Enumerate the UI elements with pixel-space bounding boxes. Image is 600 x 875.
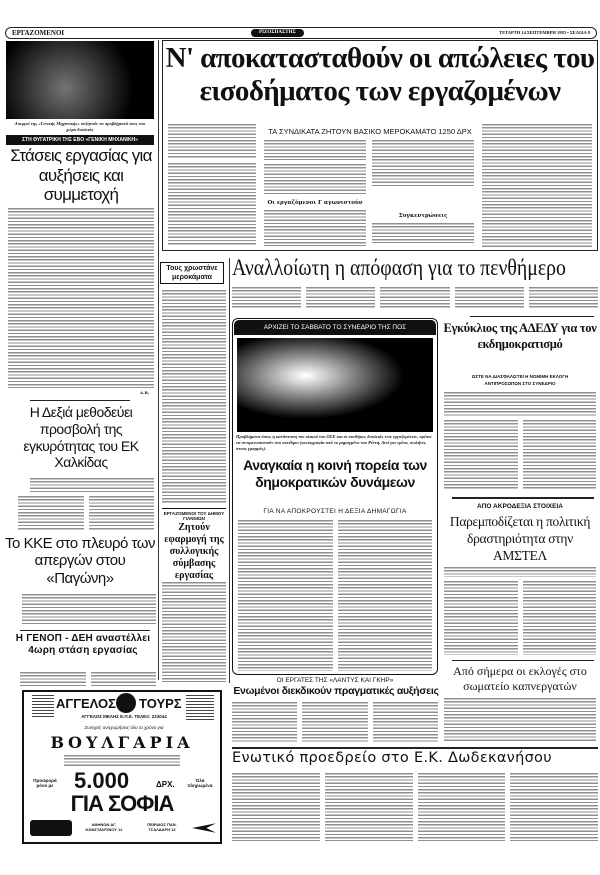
body-text bbox=[22, 594, 156, 624]
story-kicker: ΑΠΟ ΑΚΡΟΔΕΞΙΑ ΣΤΟΙΧΕΙΑ bbox=[442, 503, 598, 510]
column-divider bbox=[229, 258, 230, 683]
ad-fine-print bbox=[32, 695, 54, 717]
ad-piraeus: ΠΕΙΡΑΙΩΣ ΠΑΝ. ΤΣΑΛΔΑΡΗ 12 bbox=[147, 822, 177, 832]
masthead bbox=[5, 27, 597, 39]
body-text bbox=[444, 392, 596, 416]
box-label: Τους χρωστάνε μεροκάματα bbox=[160, 262, 224, 284]
ad-destination: ΒΟΥΛΓΑΡΙΑ bbox=[50, 733, 194, 752]
ad-all-paid: Όλα πληρωμένα bbox=[187, 778, 213, 788]
strike-photo bbox=[6, 41, 154, 119]
body-text bbox=[168, 124, 256, 158]
body-text bbox=[168, 163, 256, 245]
story-headline: Ενωμένοι διεκδικούν πραγματικές αυξήσεις bbox=[230, 686, 442, 697]
ad-tagline: Συνεχείς αναχωρήσεις όλο το χρόνο για bbox=[84, 725, 164, 730]
body-text bbox=[264, 164, 366, 196]
ad-offer-label: Προσφορά μόνο με bbox=[33, 778, 57, 788]
pos-banner: ΑΡΧΙΖΕΙ ΤΟ ΣΑΒΒΑΤΟ ΤΟ ΣΥΝΕΔΡΙΟ ΤΗΣ ΠΟΣ bbox=[234, 320, 436, 335]
body-text bbox=[8, 208, 154, 388]
photo-caption: Απεργοί της «Γενικής Μηχανικής» συζητούν τα προβλήματά τους στο χώρο δουλειάς bbox=[10, 121, 150, 133]
story-headline: Ενωτικό προεδρείο στο Ε.Κ. Δωδεκανήσου bbox=[232, 750, 598, 766]
ad-currency: ΔΡΧ. bbox=[156, 780, 175, 789]
story-headline: Το ΚΚΕ στο πλευρό των απεργών στου «Παγώνη» bbox=[5, 535, 155, 587]
body-text bbox=[232, 287, 598, 309]
story-kicker: ΣΤΗ ΘΥΓΑΤΡΙΚΗ ΤΗΣ ΕΒΟ «ΓΕΝΙΚΗ ΜΗΧΑΝΙΚΗ» bbox=[6, 135, 154, 145]
story-headline: Εγκύκλιος της ΑΔΕΔΥ για τον εκδημοκρατισμό bbox=[443, 321, 597, 352]
body-text bbox=[482, 124, 592, 248]
train-photo bbox=[237, 338, 433, 432]
ad-company: ΑΓΓΕΛΟΣ ΜΕΛΗΣ Ε.Π.Ε. ΤΕΛΕΞ: 223044 bbox=[81, 714, 167, 719]
ad-city: ΓΙΑ ΣΟΦΙΑ bbox=[70, 791, 174, 816]
bus-icon bbox=[30, 820, 72, 836]
body-text bbox=[20, 672, 156, 686]
story-headline: Η ΓΕΝΟΠ - ΔΕΗ αναστέλλει 4ωρη στάση εργασίας bbox=[8, 633, 158, 657]
story-headline: Η Δεξιά μεθοδεύει προσβολή της εγκυρότητας του ΕΚ Χαλκίδας bbox=[6, 404, 156, 471]
body-text bbox=[264, 140, 366, 160]
paper-name: ΡΙΖΟΣΠΑΣΤΗΣ bbox=[251, 29, 304, 37]
section-name: ΕΡΓΑΖΟΜΕΝΟΙ bbox=[12, 29, 65, 37]
body-text bbox=[232, 702, 438, 742]
divider bbox=[470, 316, 594, 317]
photo-caption: Προβλήματα όπως η κατάσταση του υλικού του ΟΣΕ και οι συνθήκες δουλειάς των εργαζομένων, πρέπει να αντιμετωπιστούν στο συνέδριο (φωτογραφία από το ρημαγμένο του Ρέντη. Αντί για τρένα, σωλήνες στους γραμμές). bbox=[236, 434, 434, 452]
ad-fine-print bbox=[64, 755, 180, 767]
plane-icon bbox=[192, 820, 216, 836]
story-headline: Αναλλοίωτη η απόφαση για το πενθήμερο bbox=[232, 255, 566, 280]
column-divider bbox=[158, 40, 159, 680]
story-kicker: ΕΡΓΑΖΟΜΕΝΟΙ ΤΟΥ ΔΗΜΟΥ ΓΙΑΝΝΙΩΝ bbox=[162, 508, 226, 521]
byline: Δ.Β. bbox=[140, 390, 150, 395]
body-text bbox=[444, 581, 596, 655]
story-headline: Από σήμερα οι εκλογές στο σωματείο καπνεργατών bbox=[442, 664, 598, 694]
lead-subhead-3: Συγκεντρώσεις bbox=[372, 213, 474, 219]
story-kicker: ΟΙ ΕΡΓΑΤΕΣ ΤΗΣ «ΛΑΝΤΥΣ ΚΑΙ ΓΚΗΡ» bbox=[232, 677, 438, 684]
body-text bbox=[30, 478, 154, 492]
body-text bbox=[444, 698, 596, 741]
body-text bbox=[162, 290, 226, 504]
lead-headline: Ν' αποκατασταθούν οι απώλειες του εισοδήματος των εργαζομένων bbox=[165, 42, 595, 108]
divider bbox=[232, 747, 598, 749]
story-subhead: ΓΙΑ ΝΑ ΑΠΟΚΡΟΥΣΤΕΙ Η ΔΕΞΙΑ ΔΗΜΑΓΩΓΙΑ bbox=[236, 508, 434, 515]
ad-brand: ΑΓΓΕΛΟΣ bbox=[56, 696, 116, 711]
story-headline: Ζητούν εφαρμογή της συλλογικής σύμβασης εργασίας bbox=[160, 522, 228, 582]
ad-athens: ΑΘΗΝΩΝ ΑΓ. ΚΩΝΣΤΑΝΤΙΝΟΥ 12 bbox=[85, 822, 123, 832]
lead-subhead-2: Οι εργαζόμενοι Γ αγωνιστούν bbox=[264, 200, 366, 206]
divider bbox=[452, 497, 594, 499]
body-text bbox=[264, 210, 366, 246]
body-text bbox=[162, 582, 226, 682]
travel-ad[interactable] bbox=[22, 690, 222, 844]
story-kicker: ΩΣΤΕ ΝΑ ΔΙΑΣΦΑΛΙΣΤΕΙ Η ΝΟΜΙΜΗ ΕΚΛΟΓΗ ΑΝΤΙΠΡΟΣΩΠΩΝ ΣΤΟ ΣΥΝΕΔΡΙΟ bbox=[466, 374, 574, 388]
story-headline: Παρεμποδίζεται η πολιτική δραστηριότητα στην ΑΜΣΤΕΛ bbox=[442, 514, 598, 565]
divider bbox=[30, 400, 130, 401]
date-page: ΤΕΤΑΡΤΗ 14 ΣΕΠΤΕΜΒΡΗ 1983 • ΣΕΛΙΔΑ 8 bbox=[499, 30, 590, 35]
body-text bbox=[18, 496, 154, 530]
story-headline: Αναγκαία η κοινή πορεία των δημοκρατικών δυνάμεων bbox=[234, 457, 436, 491]
logo-icon bbox=[116, 693, 136, 713]
body-text bbox=[444, 567, 596, 577]
body-text bbox=[444, 420, 596, 490]
ad-price: 5.000 bbox=[74, 768, 130, 793]
divider bbox=[20, 630, 150, 631]
body-text bbox=[238, 520, 432, 671]
body-text bbox=[372, 140, 474, 188]
lead-subhead: ΤΑ ΣΥΝΔΙΚΑΤΑ ΖΗΤΟΥΝ ΒΑΣΙΚΟ ΜΕΡΟΚΑΜΑΤΟ 1250 ΔΡΧ bbox=[262, 127, 478, 136]
story-headline: Στάσεις εργασίας για αυξήσεις και συμμετοχή bbox=[6, 146, 156, 205]
body-text bbox=[372, 223, 474, 243]
divider bbox=[452, 660, 594, 661]
ad-brand: ΤΟΥΡΣ bbox=[139, 696, 182, 711]
body-text bbox=[232, 773, 598, 841]
